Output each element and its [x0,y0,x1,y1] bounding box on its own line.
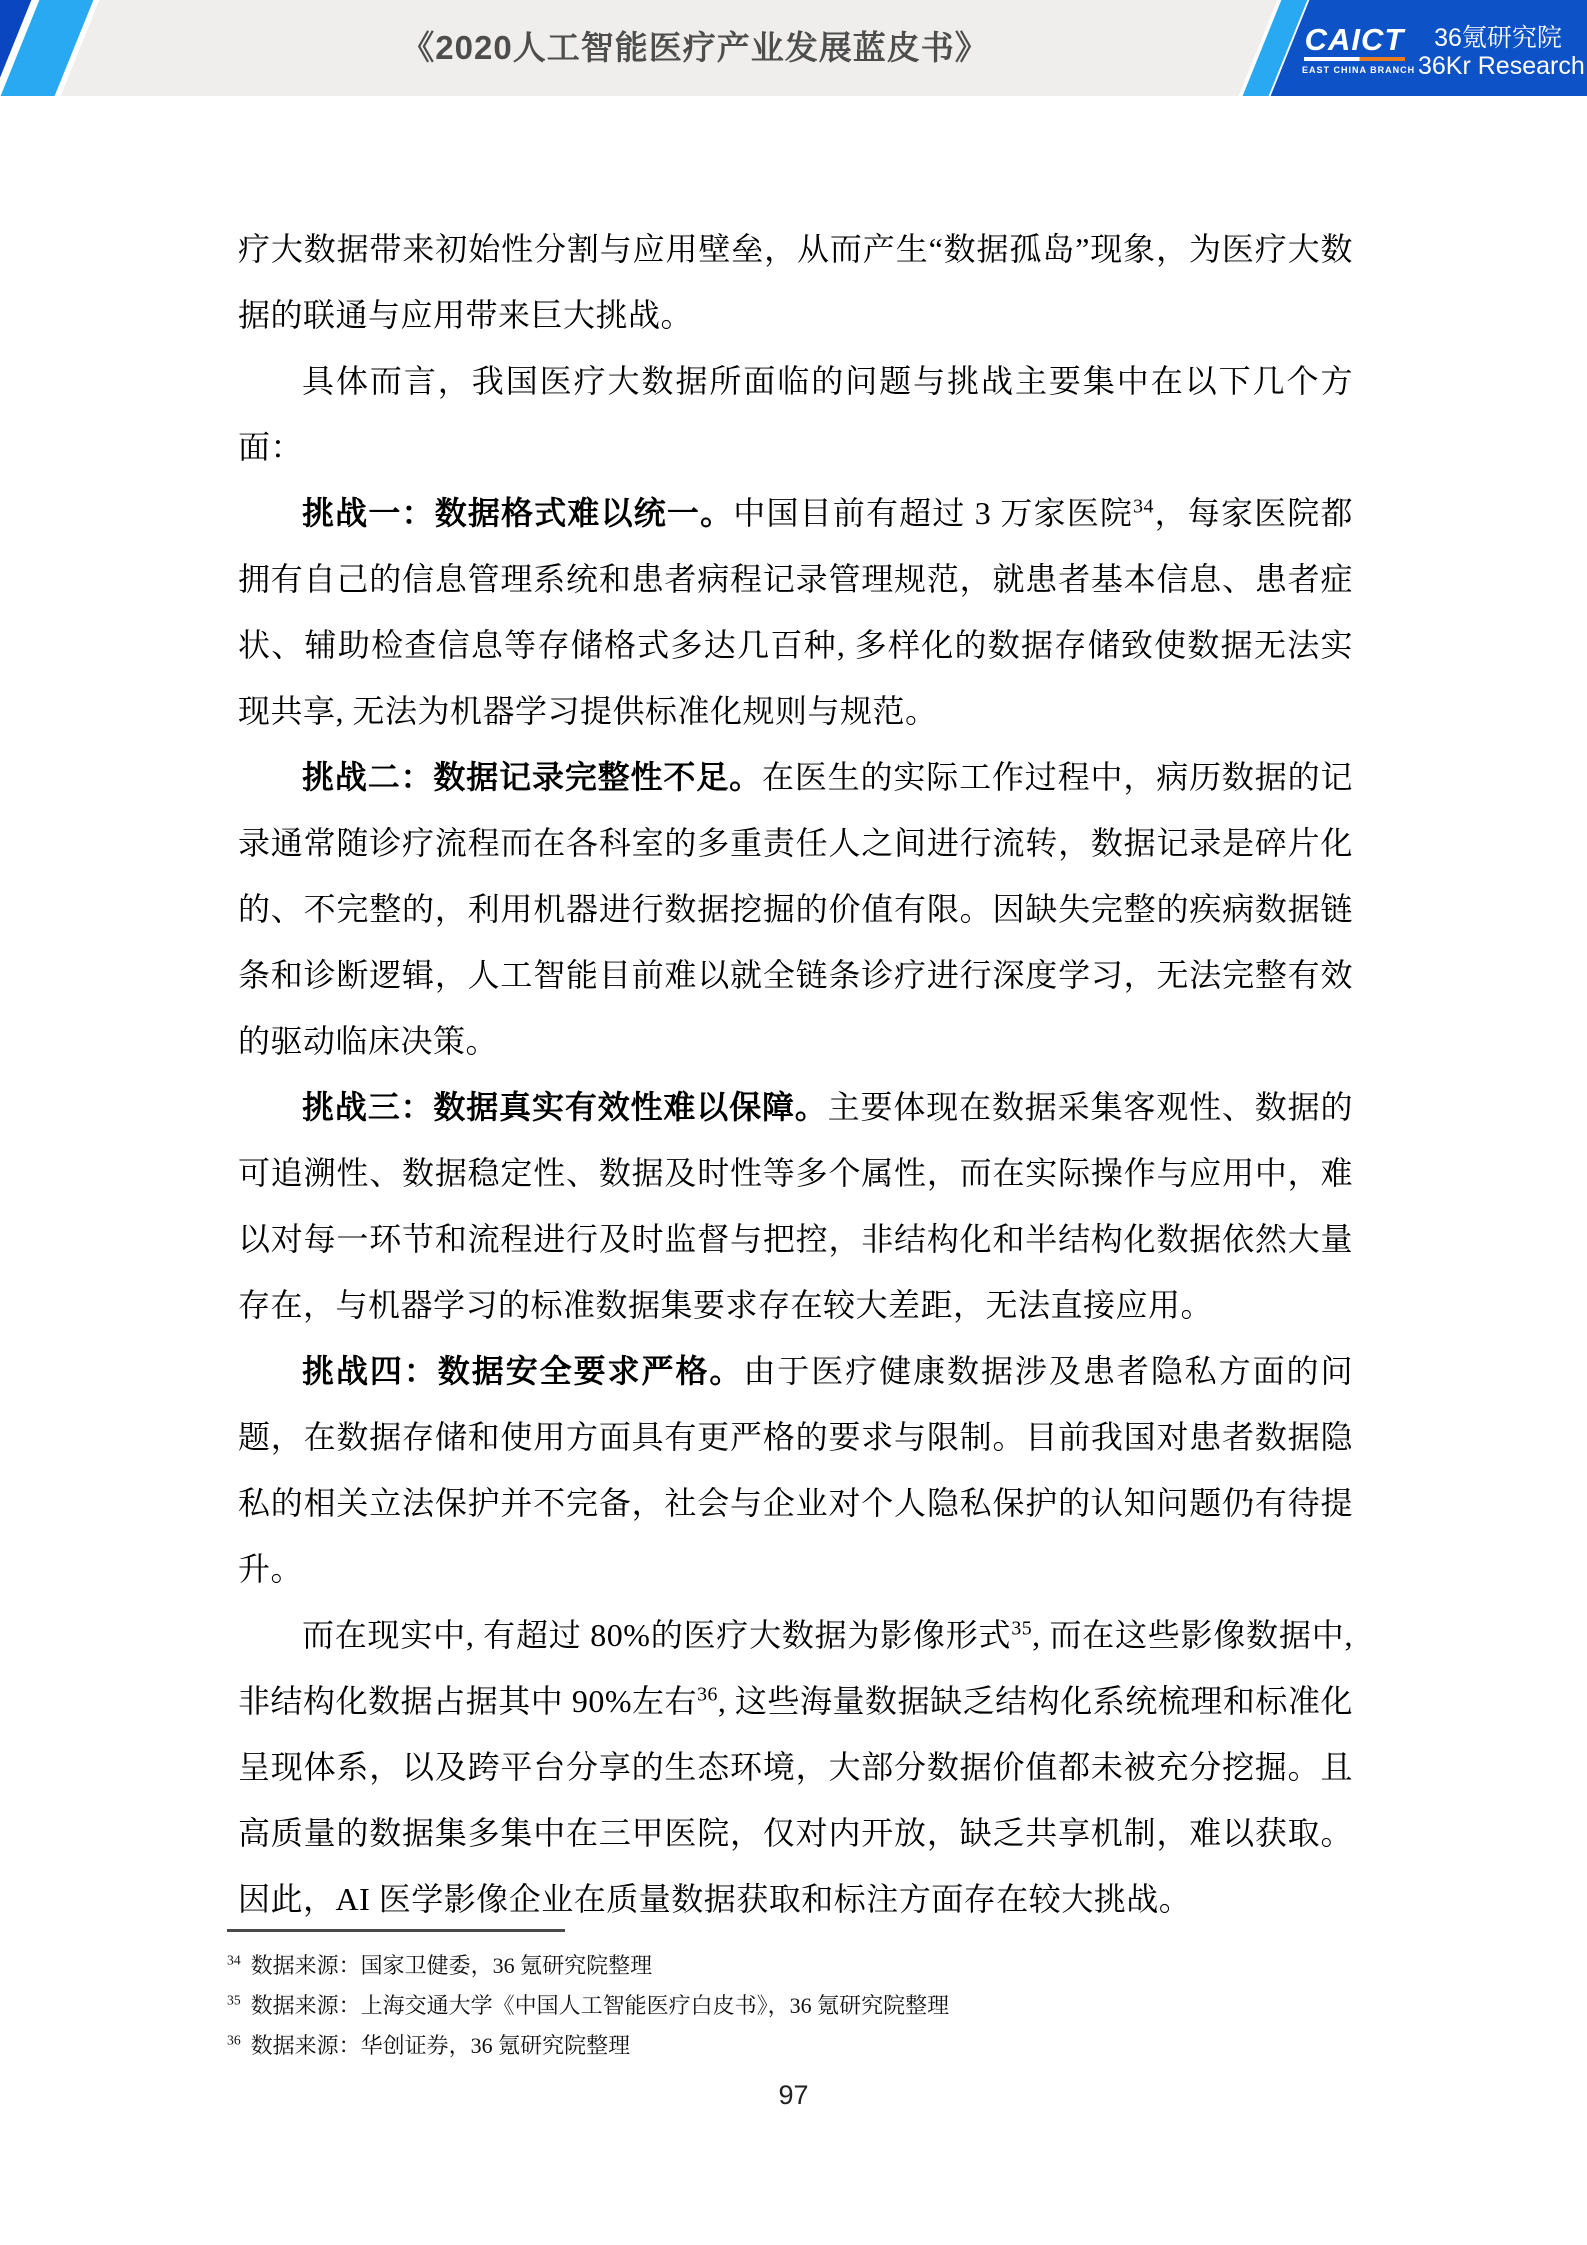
text-run: 主要体现在数据采集客观性、数据的可追溯性、数据稳定性、数据及时性等多个属性，而在实际操作与应用中，难以对每一环节和流程进行及时监督与把控，非结构化和半结构化数据依然大量存在，与机器学习的标准数据集要求存在较大差距，无法直接应用。 [238,1089,1353,1323]
body-paragraph [238,480,1353,744]
footnote-number: 36 [227,2032,241,2048]
text-run: 中国目前有超过 3 万家医院 [733,495,1134,531]
footnote-text: 数据来源：华创证券，36 氪研究院整理 [250,2033,631,2058]
caict-logo-text: CAICT [1304,22,1405,57]
footnotes-section [227,1929,1357,2066]
paragraph-lead-in-bold: 挑战三：数据真实有效性难以保障。 [302,1089,828,1125]
caict-branch-label: EAST CHINA BRANCH [1302,65,1416,75]
text-run: 疗大数据带来初始性分割与应用壁垒，从而产生“数据孤岛”现象，为医疗大数据的联通与应用带来巨大挑战。 [238,231,1353,333]
body-paragraph [238,1338,1353,1602]
footnote-list [227,1946,1357,2066]
body-text-block [238,216,1353,1932]
document-title: 《2020人工智能医疗产业发展蓝皮书》 [401,29,989,66]
body-paragraph [238,1602,1353,1932]
body-paragraph [238,348,1353,480]
footnote-text: 数据来源：国家卫健委，36 氪研究院整理 [250,1953,653,1978]
org-name-en: 36Kr Research [1418,52,1585,80]
footnote-reference: 35 [1011,1617,1033,1640]
text-run: ，每家医院都拥有自己的信息管理系统和患者病程记录管理规范，就患者基本信息、患者症状、辅助检查信息等存储格式多达几百种, 多样化的数据存储致使数据无法实现共享, 无法为机器学习提供标准化规则与规范。 [238,495,1353,729]
footnote-reference: 36 [697,1683,718,1706]
body-paragraph [238,744,1353,1074]
page-header [0,0,1587,96]
text-run: 具体而言，我国医疗大数据所面临的问题与挑战主要集中在以下几个方面： [238,363,1353,465]
footnote-item [227,1986,1357,2026]
page-number: 97 [778,2080,809,2110]
paragraph-lead-in-bold: 挑战二：数据记录完整性不足。 [302,759,762,795]
body-paragraph [238,216,1353,348]
text-run: 由于医疗健康数据涉及患者隐私方面的问题，在数据存储和使用方面具有更严格的要求与限制。目前我国对患者数据隐私的相关立法保护并不完备，社会与企业对个人隐私保护的认知问题仍有待提升。 [238,1353,1353,1587]
footnote-item [227,1946,1357,1986]
paragraph-lead-in-bold: 挑战四：数据安全要求严格。 [302,1353,744,1389]
footnote-reference: 34 [1133,495,1154,518]
footnote-text: 数据来源：上海交通大学《中国人工智能医疗白皮书》，36 氪研究院整理 [250,1993,950,2018]
caict-logo-underline [1304,57,1405,61]
text-run: 在医生的实际工作过程中，病历数据的记录通常随诊疗流程而在各科室的多重责任人之间进行流转，数据记录是碎片化的、不完整的，利用机器进行数据挖掘的价值有限。因缺失完整的疾病数据链条和诊断逻辑，人工智能目前难以就全链条诊疗进行深度学习，无法完整有效的驱动临床决策。 [238,759,1353,1059]
footnote-item [227,2026,1357,2066]
paragraph-lead-in-bold: 挑战一：数据格式难以统一。 [302,495,734,531]
caict-logo [1302,22,1416,75]
text-run: , 这些海量数据缺乏结构化系统梳理和标准化呈现体系，以及跨平台分享的生态环境，大部分数据价值都未被充分挖掘。且高质量的数据集多集中在三甲医院，仅对内开放，缺乏共享机制，难以获取。因此，AI 医学影像企业在质量数据获取和标注方面存在较大挑战。 [238,1683,1353,1917]
text-run: , 而在这些影像数据中, 非结构化数据占据其中 90%左右 [238,1617,1353,1719]
body-paragraph [238,1074,1353,1338]
footnote-separator-rule [227,1929,565,1932]
footnote-number: 34 [227,1952,241,1968]
org-name-cn: 36氪研究院 [1434,24,1562,52]
text-run: 而在现实中, 有超过 80%的医疗大数据为影像形式 [302,1617,1012,1653]
footnote-number: 35 [227,1992,241,2008]
org-name-block [1418,24,1585,80]
